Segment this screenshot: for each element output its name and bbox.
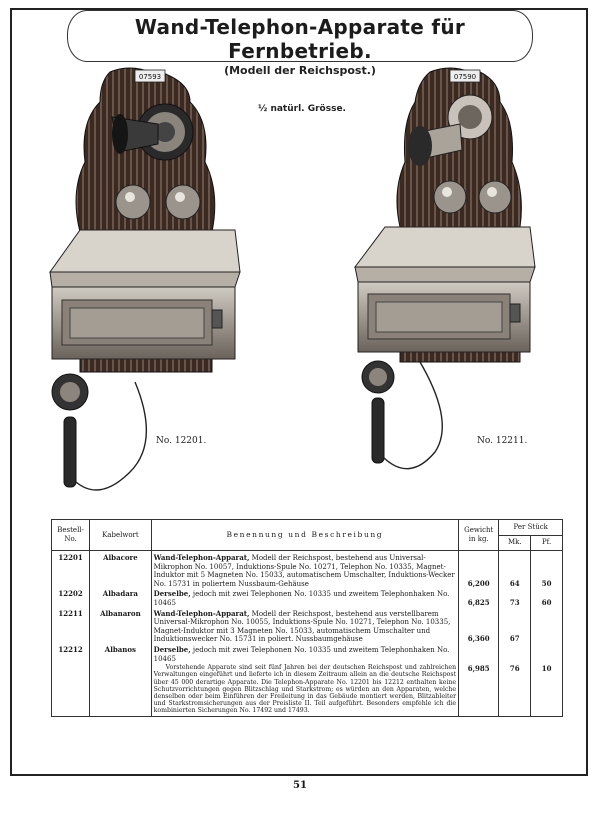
table-row xyxy=(52,645,563,716)
price-table xyxy=(51,519,563,717)
price-mk: 67 xyxy=(499,609,531,645)
cable-word: Albadara xyxy=(90,589,151,608)
header-benennung: Benennung und Beschreibung xyxy=(151,520,458,551)
description-text: Modell der Reichspost, bestehend aus Universal-Mikrophon No. 10057, Induktions-Spule No. 10271, Telephon No. 10335, Magnet-Induktor mit 5 Magneten No. 15033, automatischem Umschalter, Induktions-Wecker No. 15731 in poliertem Nussbaum-Gehäuse xyxy=(153,554,455,588)
footnote: Vorstehende Apparate sind seit fünf Jahren bei der deutschen Reichspost und zahlreichen Verwaltungen eingeführt und lieferte ich in diesem Zeitraum allein an die deutsche Reichspost über 45 000 derartige Apparate. Die Telephon-Apparate No. 12201 bis 12212 enthalten keine Schutzvorrichtungen gegen Blitzschlag und Starkstrom; es würden an den Apparaten, welche denselben oder beim Einführen der Freileitung in das Gebäude montiert werden, Blitzableiter und Starkstromsicherungen aus der Preisliste II. Teil aufgeführt. Besonders empfehle ich die kombinierten Sicherungen No. 17492 und 17493. xyxy=(153,664,457,715)
order-number: 12201 xyxy=(52,551,90,590)
phone-label-12211: No. 12211. xyxy=(477,436,528,446)
description-text: Modell der Reichspost, bestehend aus verstellbarem Universal-Mikrophon No. 10055, Induktions-Spule No. 10271, Telephon No. 10335, Magnet-Induktor mit 3 Magneten No. 15033, automatischem Umschalter und Induktionswecker No. 15731 in poliert. Nussbaumgehäuse xyxy=(153,609,451,644)
page-subtitle: (Modell der Reichspost.) xyxy=(224,64,376,77)
telephone-12201-illustration xyxy=(40,62,250,502)
order-number: 12211 xyxy=(52,609,90,645)
cable-word: Albacore xyxy=(90,551,151,590)
order-number: 12202 xyxy=(52,589,90,608)
description xyxy=(151,609,458,645)
price-mk: 76 xyxy=(499,645,531,716)
cable-word: Albanaron xyxy=(90,609,151,645)
serial-plate-12211: 07590 xyxy=(453,73,477,81)
price-pf: 10 xyxy=(531,645,563,716)
header-per-stueck: Per Stück xyxy=(499,520,563,536)
table-row xyxy=(52,551,563,590)
table-row xyxy=(52,589,563,608)
price-pf: 60 xyxy=(531,589,563,608)
header-bestell: Bestell-No. xyxy=(52,520,90,551)
scale-note: ½ natürl. Grösse. xyxy=(258,104,346,114)
weight: 6,200 xyxy=(459,551,499,590)
weight: 6,985 xyxy=(459,645,499,716)
description xyxy=(151,551,458,590)
serial-plate-12201: 07593 xyxy=(138,73,162,81)
description-lead: Wand-Telephon-Apparat, xyxy=(153,553,250,562)
description xyxy=(151,645,458,716)
description-text: jedoch mit zwei Telephonen No. 10335 und zweitem Telephonhaken No. 10465 xyxy=(153,645,450,663)
description-lead: Wand-Telephon-Apparat, xyxy=(153,608,250,618)
header-kabelwort: Kabelwort xyxy=(90,520,151,551)
cable-word: Albanos xyxy=(90,645,151,716)
description xyxy=(151,589,458,608)
weight: 6,825 xyxy=(459,589,499,608)
price-pf: 50 xyxy=(531,551,563,590)
telephone-12211-illustration xyxy=(350,62,550,492)
price-mk: 73 xyxy=(499,589,531,608)
description-lead: Derselbe, xyxy=(153,589,191,599)
table-row xyxy=(52,609,563,645)
header-pf: Pf. xyxy=(531,535,563,551)
price-mk: 64 xyxy=(499,551,531,590)
weight: 6,360 xyxy=(459,609,499,645)
header-mk: Mk. xyxy=(499,535,531,551)
description-text: jedoch mit zwei Telephonen No. 10335 und zweitem Telephonhaken No. 10465 xyxy=(153,590,450,607)
description-lead: Derselbe, xyxy=(153,644,191,654)
page-title: Wand-Telephon-Apparate für Fernbetrieb. xyxy=(134,15,466,63)
price-pf xyxy=(531,609,563,645)
header-gewicht: Gewicht in kg. xyxy=(459,520,499,551)
order-number: 12212 xyxy=(52,645,90,716)
phone-label-12201: No. 12201. xyxy=(156,436,207,446)
page-number: 51 xyxy=(293,780,307,791)
